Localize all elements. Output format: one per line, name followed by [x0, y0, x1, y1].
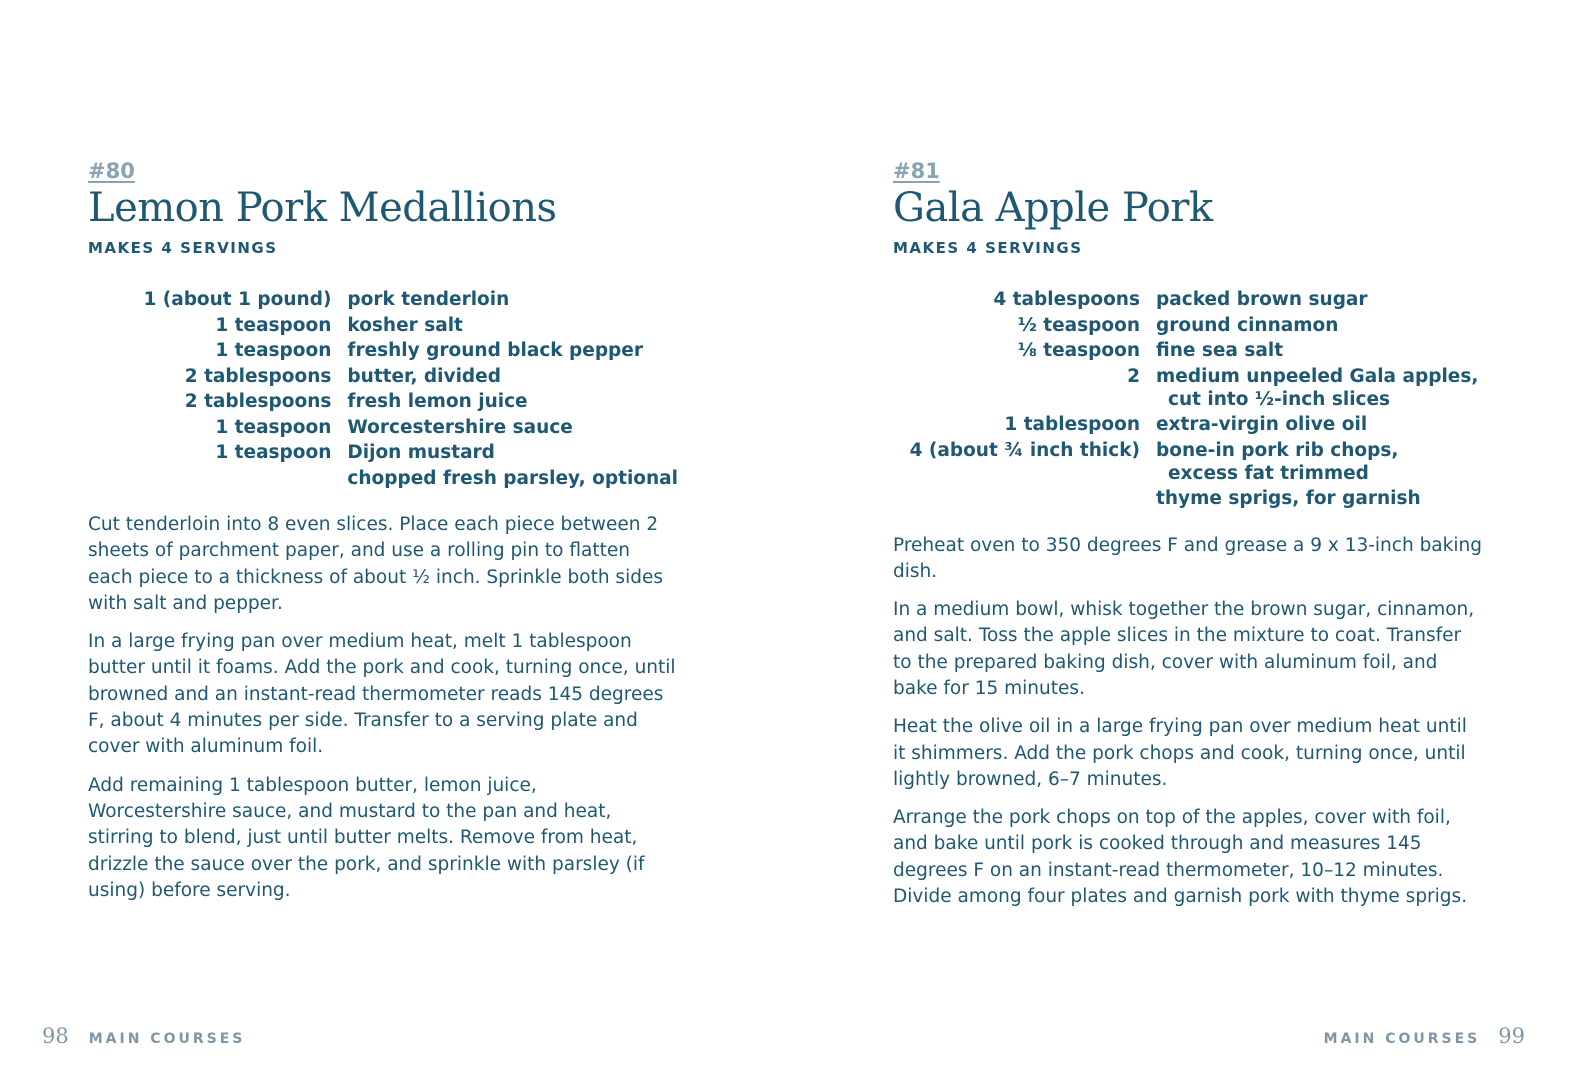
ingredient-name: Dijon mustard: [347, 442, 495, 463]
ingredient-line: medium unpeeled Gala apples,: [1156, 365, 1479, 387]
ingredient-qty: 2 tablespoons: [184, 391, 332, 412]
ingredient-row: [88, 339, 678, 365]
page-number: 98: [42, 1024, 69, 1048]
recipe-title: Gala Apple Pork: [893, 185, 1213, 231]
ingredient-qty: [88, 467, 347, 493]
ingredient-qty: [893, 487, 1156, 513]
method-paragraph: Add remaining 1 tablespoon butter, lemon juice, Worcestershire sauce, and mustard to the pan and heat, stirring to blend, just until butter melts. Remove from heat, drizzle the sauce over the pork, and sprinkle with parsley (if using) before serving.: [88, 774, 645, 901]
ingredient-name: fresh lemon juice: [347, 391, 528, 412]
recipe-80: [88, 158, 678, 916]
ingredient-name: fine sea salt: [1156, 340, 1284, 361]
left-page: [0, 0, 785, 1084]
servings-label: MAKES 4 SERVINGS: [88, 239, 278, 257]
page-footer: [42, 1024, 245, 1048]
recipe-81: [893, 158, 1483, 922]
ingredient-name: freshly ground black pepper: [347, 340, 643, 361]
ingredient-qty: 1 teaspoon: [215, 442, 332, 463]
ingredient-row: [88, 416, 678, 442]
ingredient-qty: 1 teaspoon: [215, 314, 332, 336]
ingredient-row: [893, 439, 1478, 488]
recipe-number: #80: [88, 159, 135, 183]
section-label: MAIN COURSES: [1323, 1031, 1481, 1047]
ingredient-row: [893, 365, 1478, 414]
right-page: [785, 0, 1571, 1084]
ingredient-name: [1156, 365, 1478, 414]
page-footer: [1324, 1024, 1525, 1048]
ingredient-row: [893, 413, 1478, 439]
method-paragraph: Arrange the pork chops on top of the apples, cover with foil, and bake until pork is cooked through and measures 145 degrees F on an instant-read thermometer, 10–12 minutes. Divide among four plates and garnish pork with thyme sprigs.: [893, 807, 1468, 908]
ingredient-qty: ⅛ teaspoon: [1017, 340, 1140, 361]
ingredient-row: [893, 487, 1478, 513]
ingredient-qty: 4 tablespoons: [993, 289, 1140, 310]
ingredient-name: butter, divided: [347, 365, 501, 387]
recipe-number: #81: [893, 159, 940, 183]
ingredient-name: thyme sprigs, for garnish: [1156, 488, 1421, 509]
ingredient-line: bone-in pork rib chops,: [1156, 439, 1399, 461]
ingredient-name: extra-virgin olive oil: [1156, 414, 1368, 435]
method-paragraph: Cut tenderloin into 8 even slices. Place each piece between 2 sheets of parchment paper, and use a rolling pin to flatten each piece to a thickness of about ½ inch. Sprinkle both sides with salt and pepper.: [88, 514, 663, 614]
ingredient-row: [88, 441, 678, 467]
ingredient-qty: 1 (about 1 pound): [143, 289, 332, 310]
ingredient-name: Worcestershire sauce: [347, 416, 573, 438]
servings-label: MAKES 4 SERVINGS: [893, 239, 1083, 257]
ingredient-qty: 2 tablespoons: [184, 365, 332, 387]
ingredient-row: [88, 390, 678, 416]
ingredient-qty: 1 tablespoon: [1004, 414, 1140, 435]
ingredient-row: [88, 288, 678, 314]
method-paragraph: Preheat oven to 350 degrees F and grease a 9 x 13-inch baking dish.: [893, 534, 1482, 582]
ingredient-line-continued: cut into ½-inch slices: [1168, 388, 1391, 410]
method-paragraph: In a medium bowl, whisk together the brown sugar, cinnamon, and salt. Toss the apple slices in the mixture to coat. Transfer to the prepared baking dish, cover with aluminum foil, and bake for 15 minutes.: [893, 599, 1475, 699]
method-steps: [893, 533, 1483, 911]
ingredient-row: [88, 365, 678, 391]
ingredient-name: chopped fresh parsley, optional: [347, 467, 678, 489]
ingredient-qty: 1 teaspoon: [215, 416, 332, 438]
ingredient-row: [893, 314, 1478, 340]
ingredient-qty: 4 (about ¾ inch thick): [909, 439, 1140, 461]
ingredient-name: [1156, 439, 1478, 488]
ingredients-table: [88, 288, 678, 492]
page-number: 99: [1498, 1024, 1525, 1048]
ingredient-row: [88, 467, 678, 493]
method-paragraph: Heat the olive oil in a large frying pan over medium heat until it shimmers. Add the pork chops and cook, turning once, until lightly browned, 6–7 minutes.: [893, 716, 1467, 790]
ingredient-row: [893, 288, 1478, 314]
section-label: MAIN COURSES: [88, 1031, 246, 1047]
ingredient-name: ground cinnamon: [1156, 314, 1339, 336]
recipe-title: Lemon Pork Medallions: [88, 185, 557, 231]
ingredient-row: [893, 339, 1478, 365]
method-steps: [88, 512, 678, 904]
ingredient-qty: ½ teaspoon: [1017, 314, 1140, 336]
method-paragraph: In a large frying pan over medium heat, melt 1 tablespoon butter until it foams. Add the pork and cook, turning once, until browned and an instant-read thermometer reads 145 degrees F, about 4 minutes per side. Transfer to a serving plate and cover with aluminum foil.: [88, 631, 676, 758]
ingredient-row: [88, 314, 678, 340]
ingredient-name: packed brown sugar: [1156, 289, 1368, 310]
ingredient-name: kosher salt: [347, 314, 463, 336]
ingredient-qty: 1 teaspoon: [215, 340, 332, 361]
ingredient-qty: 2: [1127, 365, 1140, 387]
ingredients-table: [893, 288, 1478, 513]
ingredient-line-continued: excess fat trimmed: [1168, 462, 1369, 484]
ingredient-name: pork tenderloin: [347, 289, 510, 310]
